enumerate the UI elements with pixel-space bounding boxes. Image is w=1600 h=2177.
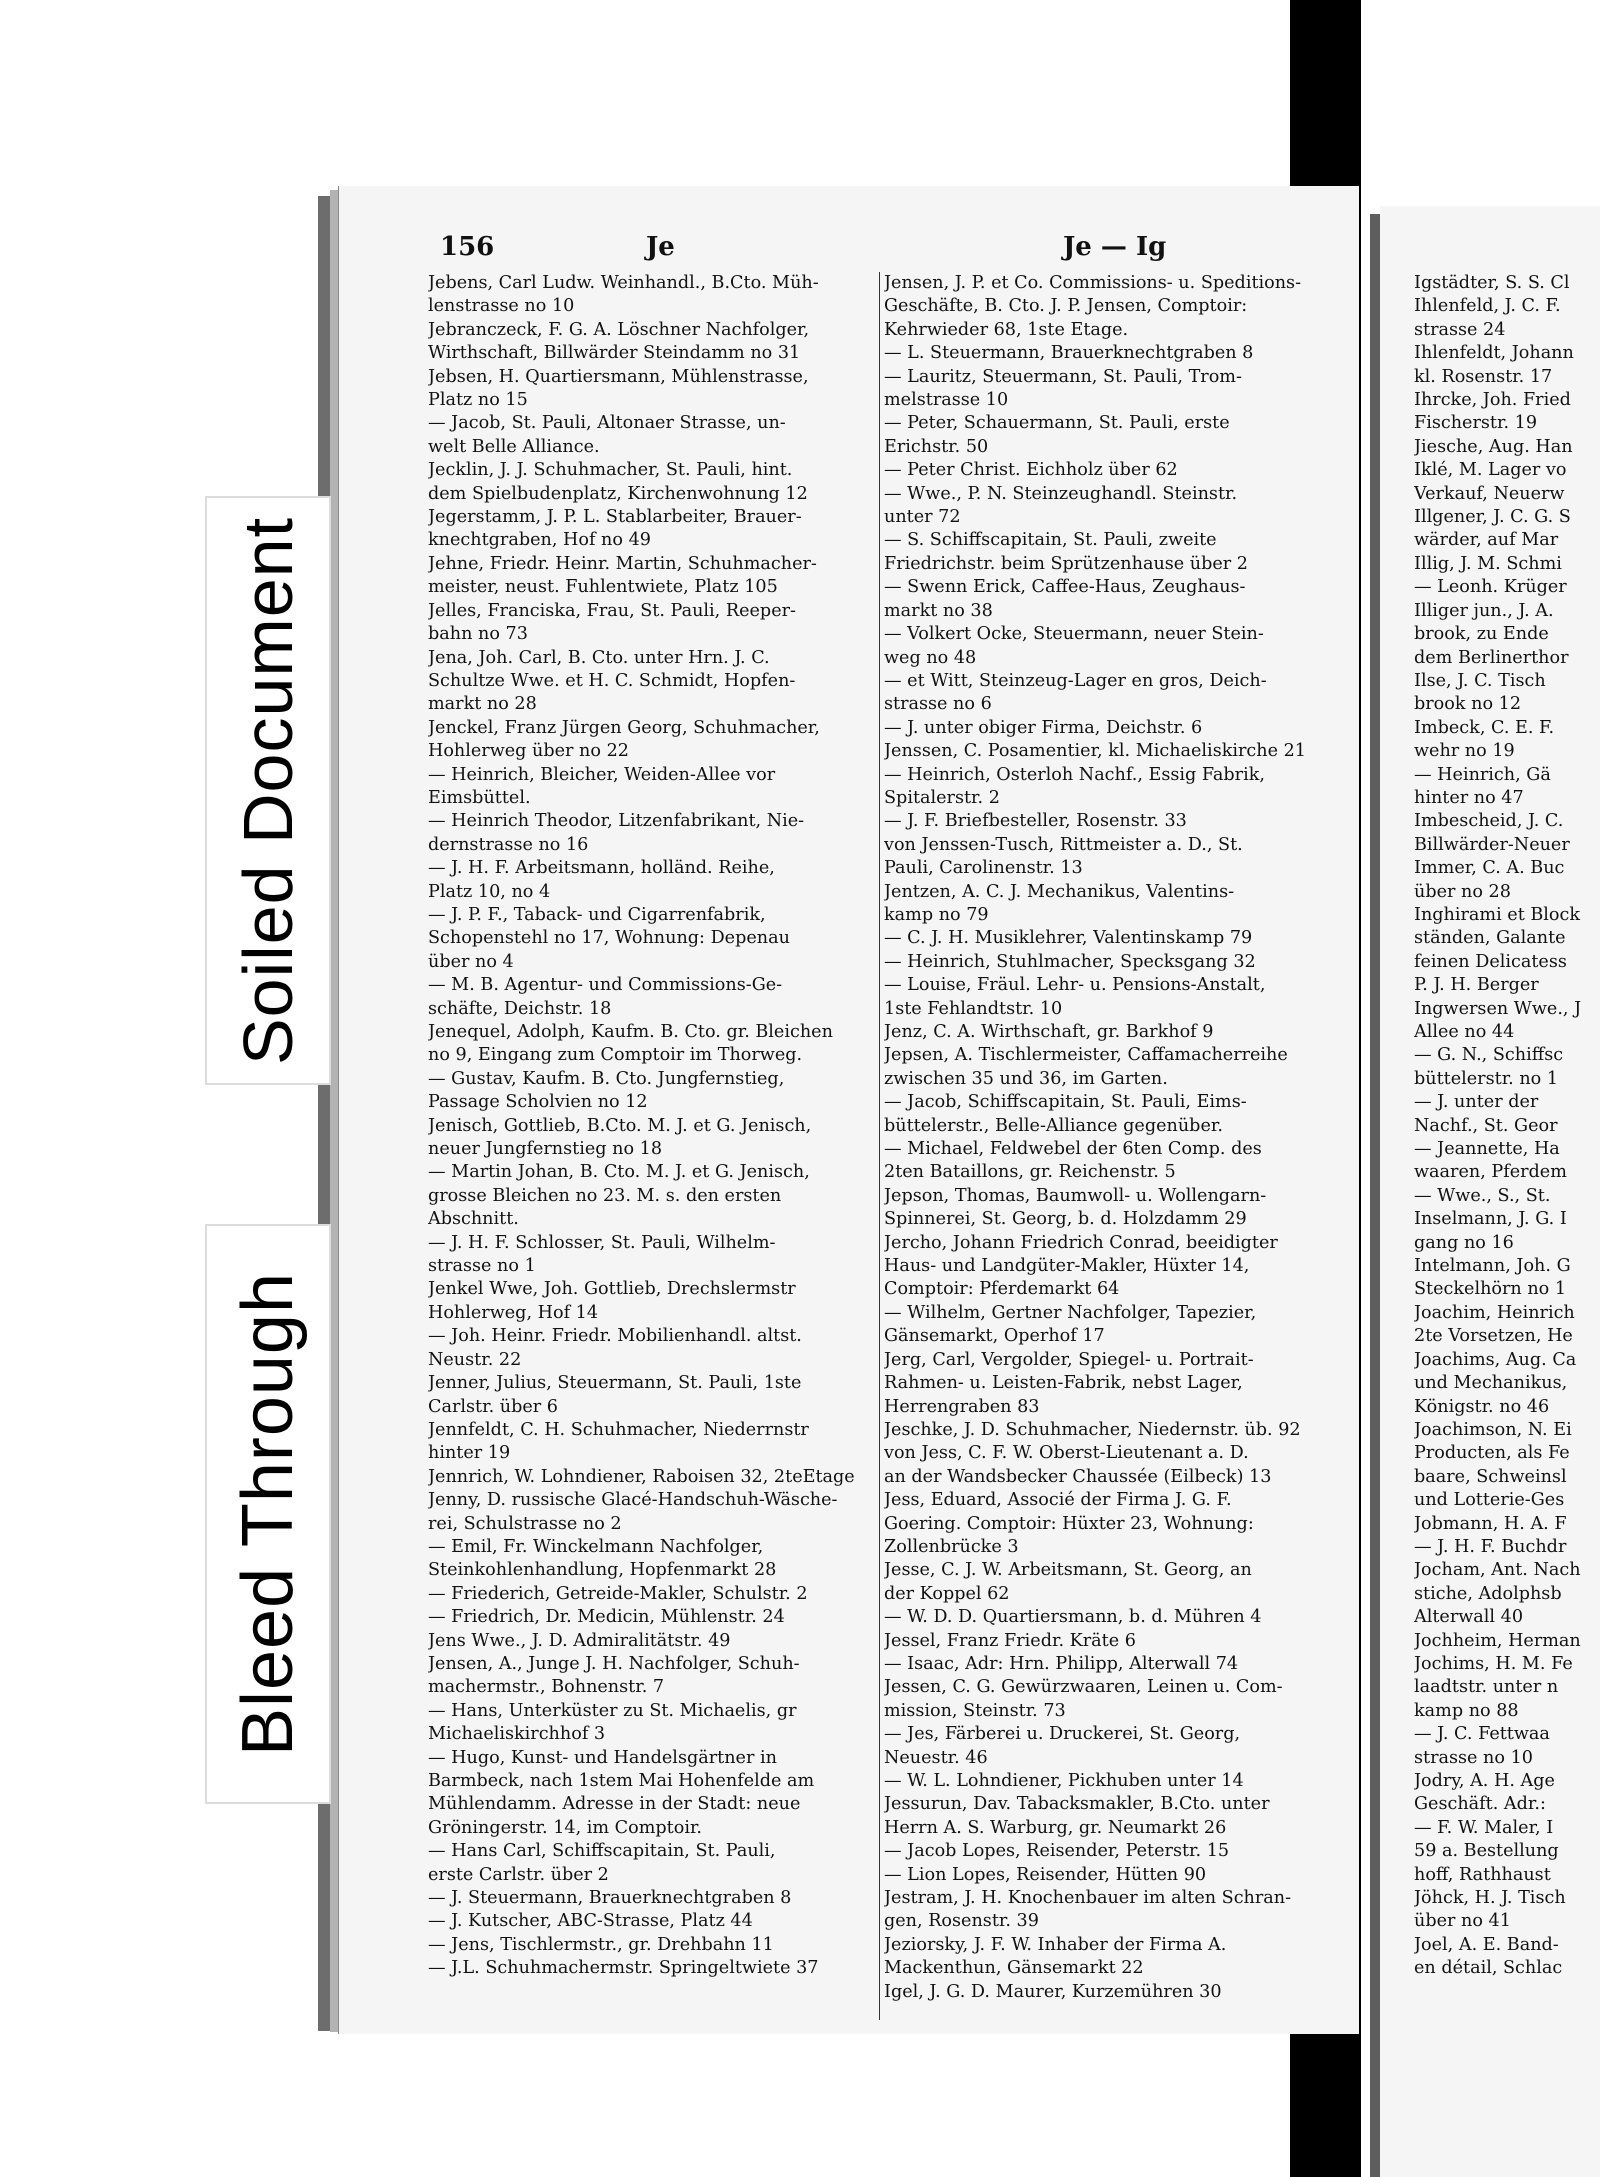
directory-line: — Isaac, Adr: Hrn. Philipp, Alterwall 74 xyxy=(884,1653,1239,1674)
directory-line: Jiesche, Aug. Han xyxy=(1414,436,1573,457)
directory-line: Michaeliskirchhof 3 xyxy=(428,1724,606,1745)
directory-line: und Mechanikus, xyxy=(1414,1373,1568,1394)
directory-line: — J. P. F., Taback- und Cigarrenfabrik, xyxy=(428,904,766,925)
directory-line: Igel, J. G. D. Maurer, Kurzemühren 30 xyxy=(884,1981,1222,2002)
directory-line: zwischen 35 und 36, im Garten. xyxy=(884,1068,1168,1089)
directory-line: Imbescheid, J. C. xyxy=(1414,811,1564,832)
directory-line: büttelerstr. no 1 xyxy=(1414,1068,1559,1089)
directory-line: Neuestr. 46 xyxy=(884,1747,988,1768)
directory-line: Geschäfte, B. Cto. J. P. Jensen, Comptoir: xyxy=(884,296,1248,317)
directory-line: Schopenstehl no 17, Wohnung: Depenau xyxy=(428,928,790,949)
directory-line: Abschnitt. xyxy=(428,1209,519,1230)
directory-line: — Wwe., S., St. xyxy=(1414,1185,1551,1206)
directory-line: — J. Kutscher, ABC-Strasse, Platz 44 xyxy=(428,1911,753,1932)
directory-line: P. J. H. Berger xyxy=(1414,975,1539,996)
directory-line: — Jeannette, Ha xyxy=(1414,1139,1560,1160)
directory-line: Zollenbrücke 3 xyxy=(884,1536,1019,1557)
directory-line: Gröningerstr. 14, im Comptoir. xyxy=(428,1817,703,1838)
directory-line: Spinnerei, St. Georg, b. d. Holzdamm 29 xyxy=(884,1209,1247,1230)
directory-line: Wirthschaft, Billwärder Steindamm no 31 xyxy=(428,343,801,364)
directory-line: Jensen, A., Junge J. H. Nachfolger, Schuh- xyxy=(428,1653,800,1674)
directory-line: büttelerstr., Belle-Alliance gegenüber. xyxy=(884,1115,1223,1136)
directory-line: — Volkert Ocke, Steuermann, neuer Stein- xyxy=(884,624,1264,645)
directory-line: Jensen, J. P. et Co. Commissions- u. Speditions- xyxy=(884,273,1302,293)
directory-line: hoff, Rathhaust xyxy=(1414,1864,1551,1885)
directory-line: — Jens, Tischlermstr., gr. Drehbahn 11 xyxy=(428,1934,774,1955)
column-divider xyxy=(879,272,880,2020)
directory-line: Jecklin, J. J. Schuhmacher, St. Pauli, hint. xyxy=(428,460,793,481)
directory-line: über no 28 xyxy=(1414,881,1511,902)
directory-line: — Peter, Schauermann, St. Pauli, erste xyxy=(884,413,1230,434)
directory-line: Inghirami et Block xyxy=(1414,904,1581,925)
directory-line: brook, zu Ende xyxy=(1414,624,1549,645)
directory-line: — L. Steuermann, Brauerknechtgraben 8 xyxy=(884,343,1254,364)
directory-line: Jennrich, W. Lohndiener, Raboisen 32, 2teEtage xyxy=(428,1466,855,1487)
directory-line: Erichstr. 50 xyxy=(884,436,989,457)
directory-line: Jenny, D. russische Glacé-Handschuh-Wäsche- xyxy=(428,1490,838,1511)
directory-line: markt no 28 xyxy=(428,694,537,715)
directory-line: 59 a. Bestellung xyxy=(1414,1841,1559,1862)
directory-line: Jeziorsky, J. F. W. Inhaber der Firma A. xyxy=(884,1934,1227,1955)
directory-line: dem Spielbudenplatz, Kirchenwohnung 12 xyxy=(428,483,808,504)
directory-line: — Wilhelm, Gertner Nachfolger, Tapezier, xyxy=(884,1302,1257,1323)
directory-line: Igstädter, S. S. Cl xyxy=(1414,273,1570,293)
directory-line: unter 72 xyxy=(884,507,961,528)
directory-line: 2te Vorsetzen, He xyxy=(1414,1326,1573,1347)
directory-line: neuer Jungfernstieg no 18 xyxy=(428,1139,663,1160)
directory-line: en détail, Schlac xyxy=(1414,1958,1563,1979)
directory-line: Alterwall 40 xyxy=(1414,1607,1524,1628)
directory-line: Eimsbüttel. xyxy=(428,787,531,808)
directory-line: Jehne, Friedr. Heinr. Martin, Schuhmacher- xyxy=(428,553,817,574)
bleed-through-label xyxy=(205,1224,331,1804)
directory-line: 1ste Fehlandtstr. 10 xyxy=(884,998,1063,1019)
directory-line: Jelles, Franciska, Frau, St. Pauli, Reeper- xyxy=(428,600,796,621)
directory-line: Haus- und Landgüter-Makler, Hüxter 14, xyxy=(884,1256,1250,1277)
directory-line: dem Berlinerthor xyxy=(1414,647,1569,668)
directory-line: — W. D. D. Quartiersmann, b. d. Mühren 4 xyxy=(884,1607,1262,1628)
directory-line: Jeschke, J. D. Schuhmacher, Niedernstr. üb. 92 xyxy=(884,1419,1301,1440)
directory-line: melstrasse 10 xyxy=(884,390,1009,411)
directory-line: Producten, als Fe xyxy=(1414,1443,1570,1464)
directory-line: — Michael, Feldwebel der 6ten Comp. des xyxy=(884,1139,1262,1160)
directory-line: Intelmann, Joh. G xyxy=(1414,1256,1571,1277)
directory-line: — Gustav, Kaufm. B. Cto. Jungfernstieg, xyxy=(428,1068,785,1089)
directory-line: Jenckel, Franz Jürgen Georg, Schuhmacher, xyxy=(428,717,820,738)
right-column xyxy=(884,272,1344,2004)
directory-line: Billwärder-Neuer xyxy=(1414,834,1570,855)
directory-line: Ihrcke, Joh. Fried xyxy=(1414,390,1571,411)
directory-line: Jegerstamm, J. P. L. Stablarbeiter, Brauer- xyxy=(428,507,802,528)
directory-line: Herrengraben 83 xyxy=(884,1396,1040,1417)
directory-line: ständen, Galante xyxy=(1414,928,1566,949)
directory-line: — Hans, Unterküster zu St. Michaelis, gr xyxy=(428,1700,797,1721)
directory-line: Steckelhörn no 1 xyxy=(1414,1279,1567,1300)
directory-line: wärder, auf Mar xyxy=(1414,530,1559,551)
directory-line: Ihlenfeldt, Johann xyxy=(1414,343,1574,364)
directory-line: — Louise, Fräul. Lehr- u. Pensions-Anstalt, xyxy=(884,975,1266,996)
directory-line: — J. H. F. Schlosser, St. Pauli, Wilhelm- xyxy=(428,1232,776,1253)
directory-line: — Jacob Lopes, Reisender, Peterstr. 15 xyxy=(884,1841,1230,1862)
directory-line: — J. H. F. Arbeitsmann, holländ. Reihe, xyxy=(428,858,775,879)
directory-line: schäfte, Deichstr. 18 xyxy=(428,998,612,1019)
directory-line: — Leonh. Krüger xyxy=(1414,577,1567,598)
directory-line: von Jess, C. F. W. Oberst-Lieutenant a. D. xyxy=(884,1443,1249,1464)
directory-line: Verkauf, Neuerw xyxy=(1414,483,1565,504)
directory-line: — Friederich, Getreide-Makler, Schulstr. 2 xyxy=(428,1583,808,1604)
directory-line: Immer, C. A. Buc xyxy=(1414,858,1565,879)
directory-line: brook no 12 xyxy=(1414,694,1522,715)
directory-line: Hohlerweg über no 22 xyxy=(428,741,629,762)
directory-line: — G. N., Schiffsc xyxy=(1414,1045,1564,1066)
directory-line: laadtstr. unter n xyxy=(1414,1677,1559,1698)
directory-line: — J. Steuermann, Brauerknechtgraben 8 xyxy=(428,1888,792,1909)
directory-line: — Peter Christ. Eichholz über 62 xyxy=(884,460,1178,481)
directory-line: Ilse, J. C. Tisch xyxy=(1414,670,1546,691)
directory-line: Passage Scholvien no 12 xyxy=(428,1092,648,1113)
directory-line: Imbeck, C. E. F. xyxy=(1414,717,1555,738)
directory-line: — Joh. Heinr. Friedr. Mobilienhandl. altst. xyxy=(428,1326,802,1347)
directory-line: — Wwe., P. N. Steinzeughandl. Steinstr. xyxy=(884,483,1238,504)
directory-line: — Heinrich Theodor, Litzenfabrikant, Nie- xyxy=(428,811,805,832)
directory-line: stiche, Adolphsb xyxy=(1414,1583,1562,1604)
directory-line: — M. B. Agentur- und Commissions-Ge- xyxy=(428,975,783,996)
directory-line: Jessel, Franz Friedr. Kräte 6 xyxy=(884,1630,1136,1651)
directory-line: Jenner, Julius, Steuermann, St. Pauli, 1ste xyxy=(428,1373,802,1394)
directory-line: Carlstr. über 6 xyxy=(428,1396,558,1417)
directory-line: Illgener, J. C. G. S xyxy=(1414,507,1571,528)
directory-line: Platz no 15 xyxy=(428,390,528,411)
directory-line: Nachf., St. Geor xyxy=(1414,1115,1558,1136)
directory-line: — Hugo, Kunst- und Handelsgärtner in xyxy=(428,1747,777,1768)
directory-line: no 9, Eingang zum Comptoir im Thorweg. xyxy=(428,1045,803,1066)
directory-line: Iklé, M. Lager vo xyxy=(1414,460,1567,481)
next-page-edge xyxy=(1370,214,1380,2177)
directory-line: Ingwersen Wwe., J xyxy=(1414,998,1582,1019)
directory-line: gang no 16 xyxy=(1414,1232,1514,1253)
directory-line: und Lotterie-Ges xyxy=(1414,1490,1565,1511)
left-column xyxy=(428,272,882,1981)
directory-line: — Heinrich, Gä xyxy=(1414,764,1551,785)
directory-line: rei, Schulstrasse no 2 xyxy=(428,1513,622,1534)
directory-line: Jodry, A. H. Age xyxy=(1414,1771,1555,1791)
directory-line: — Jes, Färberei u. Druckerei, St. Georg, xyxy=(884,1724,1241,1745)
directory-line: — Emil, Fr. Winckelmann Nachfolger, xyxy=(428,1536,764,1557)
directory-line: Jens Wwe., J. D. Admiralitätstr. 49 xyxy=(428,1630,731,1651)
directory-line: Königstr. no 46 xyxy=(1414,1396,1550,1417)
soiled-document-text: Soiled Document xyxy=(229,516,307,1065)
directory-line: — et Witt, Steinzeug-Lager en gros, Deich- xyxy=(884,670,1267,691)
directory-line: Jochheim, Herman xyxy=(1414,1630,1581,1651)
directory-line: kamp no 88 xyxy=(1414,1700,1519,1721)
directory-line: Inselmann, J. G. I xyxy=(1414,1209,1567,1230)
directory-line: Illiger jun., J. A. xyxy=(1414,600,1554,621)
directory-line: an der Wandsbecker Chaussée (Eilbeck) 13 xyxy=(884,1466,1272,1487)
directory-line: Jepson, Thomas, Baumwoll- u. Wollengarn- xyxy=(884,1185,1267,1206)
directory-line: Kehrwieder 68, 1ste Etage. xyxy=(884,319,1129,340)
directory-line: — Heinrich, Bleicher, Weiden-Allee vor xyxy=(428,764,776,785)
directory-line: waaren, Pferdem xyxy=(1414,1162,1567,1183)
directory-line: Jena, Joh. Carl, B. Cto. unter Hrn. J. C. xyxy=(428,647,770,668)
directory-line: erste Carlstr. über 2 xyxy=(428,1864,609,1885)
directory-line: Jebens, Carl Ludw. Weinhandl., B.Cto. Müh- xyxy=(428,273,819,293)
directory-line: — W. L. Lohndiener, Pickhuben unter 14 xyxy=(884,1771,1244,1791)
bleed-through-text: Bleed Through xyxy=(228,1271,308,1757)
directory-line: 2ten Bataillons, gr. Reichenstr. 5 xyxy=(884,1162,1176,1183)
directory-line: Jenisch, Gottlieb, B.Cto. M. J. et G. Jenisch, xyxy=(428,1115,812,1136)
directory-line: Jennfeldt, C. H. Schuhmacher, Niederrnstr xyxy=(428,1419,809,1440)
directory-line: kl. Rosenstr. 17 xyxy=(1414,366,1553,387)
directory-line: Gänsemarkt, Operhof 17 xyxy=(884,1326,1105,1347)
directory-line: — Friedrich, Dr. Medicin, Mühlenstr. 24 xyxy=(428,1607,785,1628)
directory-line: strasse 24 xyxy=(1414,319,1506,340)
directory-line: Jebsen, H. Quartiersmann, Mühlenstrasse, xyxy=(428,366,809,387)
directory-line: knechtgraben, Hof no 49 xyxy=(428,530,651,551)
directory-line: Jenkel Wwe, Joh. Gottlieb, Drechslermstr xyxy=(428,1279,796,1300)
directory-line: kamp no 79 xyxy=(884,904,989,925)
directory-line: Comptoir: Pferdemarkt 64 xyxy=(884,1279,1120,1300)
directory-line: Joachims, Aug. Ca xyxy=(1414,1349,1577,1370)
directory-line: — J. unter obiger Firma, Deichstr. 6 xyxy=(884,717,1203,738)
directory-line: Schultze Wwe. et H. C. Schmidt, Hopfen- xyxy=(428,670,796,691)
directory-line: Jocham, Ant. Nach xyxy=(1414,1560,1581,1581)
directory-line: Joachim, Heinrich xyxy=(1414,1302,1575,1323)
directory-line: — J.L. Schuhmachermstr. Springeltwiete 37 xyxy=(428,1958,819,1979)
directory-line: gen, Rosenstr. 39 xyxy=(884,1911,1039,1932)
directory-line: Jessurun, Dav. Tabacksmakler, B.Cto. unter xyxy=(884,1794,1270,1815)
directory-line: Jentzen, A. C. J. Mechanikus, Valentins- xyxy=(884,881,1235,902)
directory-line: bahn no 73 xyxy=(428,624,528,645)
page-number: 156 xyxy=(440,232,495,262)
directory-line: von Jenssen-Tusch, Rittmeister a. D., St. xyxy=(884,834,1243,855)
soiled-document-label xyxy=(205,496,331,1085)
directory-line: Herrn A. S. Warburg, gr. Neumarkt 26 xyxy=(884,1817,1227,1838)
directory-line: Jenz, C. A. Wirthschaft, gr. Barkhof 9 xyxy=(884,1022,1214,1042)
directory-line: — Jacob, St. Pauli, Altonaer Strasse, un- xyxy=(428,413,786,434)
directory-line: — S. Schiffscapitain, St. Pauli, zweite xyxy=(884,530,1217,551)
directory-line: Jöhck, H. J. Tisch xyxy=(1414,1888,1566,1909)
directory-line: Ihlenfeld, J. C. F. xyxy=(1414,296,1561,317)
directory-line: grosse Bleichen no 23. M. s. den ersten xyxy=(428,1185,782,1206)
directory-line: Jess, Eduard, Associé der Firma J. G. F. xyxy=(884,1490,1232,1511)
directory-line: Jenssen, C. Posamentier, kl. Michaeliskirche 21 xyxy=(884,741,1306,762)
directory-line: lenstrasse no 10 xyxy=(428,296,575,317)
directory-line: Jobmann, H. A. F xyxy=(1414,1513,1567,1534)
next-page-column xyxy=(1414,272,1600,1981)
directory-line: — Hans Carl, Schiffscapitain, St. Pauli, xyxy=(428,1841,776,1862)
directory-line: Joachimson, N. Ei xyxy=(1414,1419,1572,1440)
directory-line: hinter 19 xyxy=(428,1443,511,1464)
directory-line: über no 41 xyxy=(1414,1911,1511,1932)
directory-line: feinen Delicatess xyxy=(1414,951,1567,972)
directory-line: der Koppel 62 xyxy=(884,1583,1010,1604)
directory-line: dernstrasse no 16 xyxy=(428,834,589,855)
directory-line: Joel, A. E. Band- xyxy=(1414,1934,1559,1955)
directory-line: Allee no 44 xyxy=(1414,1022,1515,1042)
directory-line: Fischerstr. 19 xyxy=(1414,413,1538,434)
directory-line: — J. C. Fettwaa xyxy=(1414,1724,1550,1745)
directory-line: Platz 10, no 4 xyxy=(428,881,551,902)
directory-line: — Jacob, Schiffscapitain, St. Pauli, Eims- xyxy=(884,1092,1247,1113)
directory-line: — C. J. H. Musiklehrer, Valentinskamp 79 xyxy=(884,928,1253,949)
directory-line: Goering. Comptoir: Hüxter 23, Wohnung: xyxy=(884,1513,1254,1534)
directory-line: Geschäft. Adr.: xyxy=(1414,1794,1546,1815)
directory-line: mission, Steinstr. 73 xyxy=(884,1700,1066,1721)
directory-line: — J. unter der xyxy=(1414,1092,1539,1113)
directory-line: strasse no 10 xyxy=(1414,1747,1533,1768)
running-header-right: Je — Ig xyxy=(1063,232,1167,262)
directory-line: strasse no 1 xyxy=(428,1256,536,1277)
directory-line: Jepsen, A. Tischlermeister, Caffamacherreihe xyxy=(884,1045,1288,1066)
directory-line: — Heinrich, Osterloh Nachf., Essig Fabrik, xyxy=(884,764,1265,785)
directory-line: baare, Schweinsl xyxy=(1414,1466,1567,1487)
directory-line: markt no 38 xyxy=(884,600,993,621)
directory-line: Neustr. 22 xyxy=(428,1349,522,1370)
directory-line: Jebranczeck, F. G. A. Löschner Nachfolger, xyxy=(428,319,810,340)
directory-line: Spitalerstr. 2 xyxy=(884,787,1000,808)
directory-line: — Lauritz, Steuermann, St. Pauli, Trom- xyxy=(884,366,1242,387)
directory-line: — Lion Lopes, Reisender, Hütten 90 xyxy=(884,1864,1207,1885)
directory-line: hinter no 47 xyxy=(1414,787,1524,808)
directory-line: Friedrichstr. beim Sprützenhause über 2 xyxy=(884,553,1249,574)
directory-line: weg no 48 xyxy=(884,647,977,668)
directory-line: — J. H. F. Buchdr xyxy=(1414,1536,1567,1557)
directory-line: Rahmen- u. Leisten-Fabrik, nebst Lager, xyxy=(884,1373,1243,1394)
directory-line: — Swenn Erick, Caffee-Haus, Zeughaus- xyxy=(884,577,1246,598)
directory-line: — F. W. Maler, I xyxy=(1414,1817,1554,1838)
directory-line: Jerg, Carl, Vergolder, Spiegel- u. Portrait- xyxy=(884,1349,1254,1370)
directory-line: über no 4 xyxy=(428,951,514,972)
running-header-left: Je xyxy=(646,232,675,262)
directory-line: Hohlerweg, Hof 14 xyxy=(428,1302,599,1323)
directory-line: Pauli, Carolinenstr. 13 xyxy=(884,858,1083,879)
directory-line: Jochims, H. M. Fe xyxy=(1414,1653,1573,1674)
directory-line: Steinkohlenhandlung, Hopfenmarkt 28 xyxy=(428,1560,777,1581)
directory-line: wehr no 19 xyxy=(1414,741,1515,762)
directory-line: Jessen, C. G. Gewürzwaaren, Leinen u. Com- xyxy=(884,1677,1283,1698)
directory-line: — Heinrich, Stuhlmacher, Specksgang 32 xyxy=(884,951,1256,972)
directory-line: Mackenthun, Gänsemarkt 22 xyxy=(884,1958,1144,1979)
directory-line: Illig, J. M. Schmi xyxy=(1414,553,1562,574)
directory-line: Jercho, Johann Friedrich Conrad, beeidigter xyxy=(884,1232,1278,1253)
directory-line: — Martin Johan, B. Cto. M. J. et G. Jenisch, xyxy=(428,1162,810,1183)
directory-line: Mühlendamm. Adresse in der Stadt: neue xyxy=(428,1794,801,1815)
directory-line: Jesse, C. J. W. Arbeitsmann, St. Georg, an xyxy=(884,1560,1252,1581)
directory-line: strasse no 6 xyxy=(884,694,992,715)
directory-line: — J. F. Briefbesteller, Rosenstr. 33 xyxy=(884,811,1187,832)
directory-line: Barmbeck, nach 1stem Mai Hohenfelde am xyxy=(428,1771,815,1791)
directory-line: welt Belle Alliance. xyxy=(428,436,600,457)
directory-line: meister, neust. Fuhlentwiete, Platz 105 xyxy=(428,577,778,598)
directory-line: Jenequel, Adolph, Kaufm. B. Cto. gr. Bleichen xyxy=(428,1022,833,1042)
directory-line: machermstr., Bohnenstr. 7 xyxy=(428,1677,665,1698)
directory-line: Jestram, J. H. Knochenbauer im alten Schran- xyxy=(884,1888,1292,1909)
